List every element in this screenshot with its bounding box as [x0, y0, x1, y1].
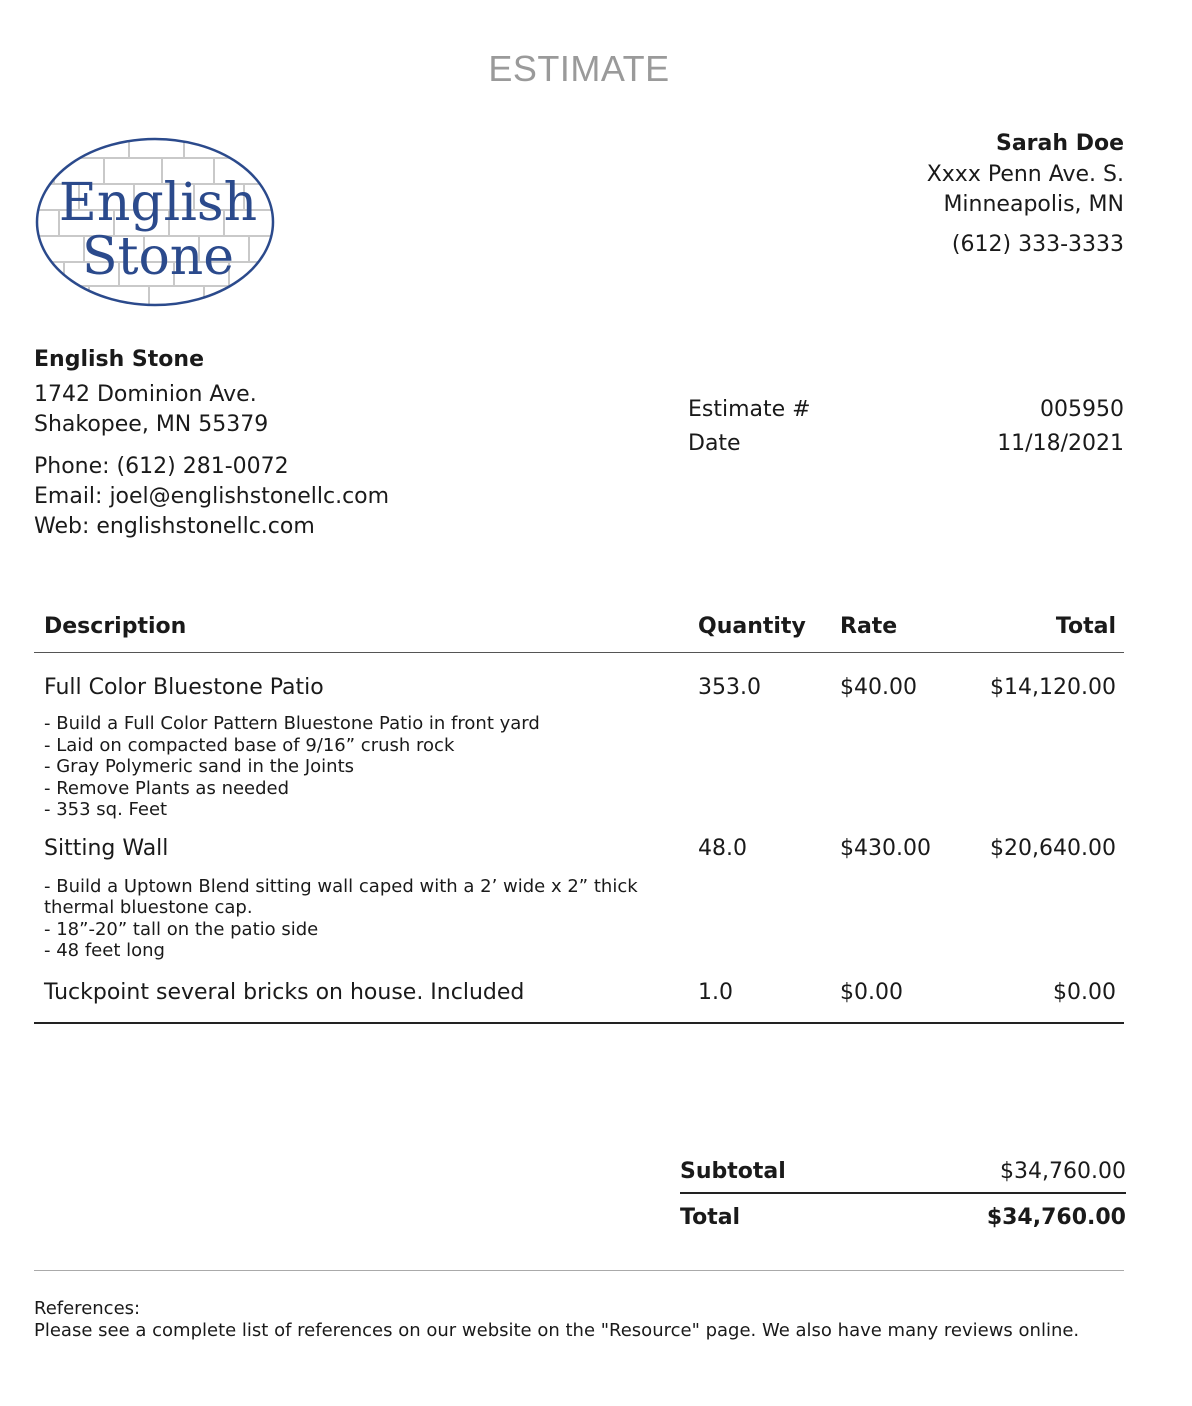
item-description: Sitting Wall [44, 835, 169, 861]
company-info [34, 344, 594, 542]
item-description: Full Color Bluestone Patio [44, 675, 324, 700]
item-note-line: - Remove Plants as needed [44, 777, 290, 799]
section-divider [34, 1270, 1124, 1271]
line-items-table [34, 600, 1124, 1024]
references-heading: References: [34, 1298, 141, 1319]
header-quantity: Quantity [698, 613, 806, 639]
item-total: $14,120.00 [990, 675, 1116, 700]
references-section [34, 1298, 1154, 1342]
table-row [34, 978, 1124, 1022]
document-title: ESTIMATE [488, 48, 670, 89]
item-note-line: - 353 sq. Feet [44, 799, 168, 820]
client-address-line1: Xxxx Penn Ave. S. [926, 162, 1124, 187]
client-phone: (612) 333-3333 [951, 232, 1124, 257]
company-email: Email: joel@englishstonellc.com [34, 484, 390, 509]
estimate-date-label: Date [688, 431, 741, 456]
logo-text-line2: Stone [81, 227, 235, 287]
client-info [704, 128, 1124, 260]
company-logo [34, 136, 276, 308]
company-web: Web: englishstonellc.com [34, 514, 315, 539]
table-row [34, 834, 1124, 864]
table-body [34, 653, 1124, 1024]
item-note-line: - Build a Uptown Blend sitting wall caped with a 2’ wide x 2” thick [44, 875, 638, 897]
item-total: $20,640.00 [990, 835, 1116, 861]
estimate-number-label: Estimate # [688, 397, 811, 422]
item-note-line: - 48 feet long [44, 940, 165, 961]
subtotal-label: Subtotal [680, 1159, 786, 1184]
estimate-date-row [688, 427, 1124, 461]
estimate-number-row [688, 393, 1124, 427]
client-name: Sarah Doe [995, 131, 1124, 156]
item-note-line: - 18”-20” tall on the patio side [44, 918, 319, 940]
item-description: Tuckpoint several bricks on house. Included [44, 979, 525, 1005]
item-rate: $40.00 [840, 675, 917, 700]
header-total: Total [1055, 613, 1116, 639]
item-note-line: - Laid on compacted base of 9/16” crush rock [44, 734, 455, 756]
item-rate: $0.00 [840, 979, 903, 1005]
subtotal-value: $34,760.00 [1000, 1159, 1126, 1184]
item-note-line: - Build a Full Color Pattern Bluestone Patio in front yard [44, 713, 540, 734]
item-quantity: 48.0 [698, 835, 747, 861]
header-description: Description [44, 613, 187, 639]
client-address-line2: Minneapolis, MN [943, 192, 1124, 217]
table-header [34, 600, 1124, 653]
item-quantity: 1.0 [698, 979, 733, 1005]
total-label: Total [680, 1205, 741, 1230]
subtotal-row [680, 1154, 1126, 1194]
item-rate: $430.00 [840, 835, 931, 861]
company-address-line2: Shakopee, MN 55379 [34, 412, 269, 437]
company-phone: Phone: (612) 281-0072 [34, 454, 289, 479]
header-rate: Rate [840, 613, 898, 639]
logo-text-line1: English [58, 173, 258, 233]
estimate-date-value: 11/18/2021 [997, 431, 1124, 456]
references-text: Please see a complete list of references on our website on the "Resource" page. We also have many reviews online. [34, 1320, 1080, 1341]
total-row [680, 1200, 1126, 1236]
item-quantity: 353.0 [698, 675, 761, 700]
table-row [34, 653, 1124, 703]
item-note-line: - Gray Polymeric sand in the Joints [44, 756, 354, 777]
item-total: $0.00 [1053, 979, 1116, 1005]
estimate-meta [688, 393, 1124, 461]
estimate-number-value: 005950 [1040, 397, 1124, 422]
total-value: $34,760.00 [986, 1205, 1126, 1230]
item-notes [34, 713, 744, 821]
company-address-line1: 1742 Dominion Ave. [34, 382, 257, 407]
item-note-line: thermal bluestone cap. [44, 897, 253, 918]
company-name: English Stone [34, 347, 204, 372]
totals-block [680, 1154, 1126, 1236]
item-notes [34, 876, 744, 962]
